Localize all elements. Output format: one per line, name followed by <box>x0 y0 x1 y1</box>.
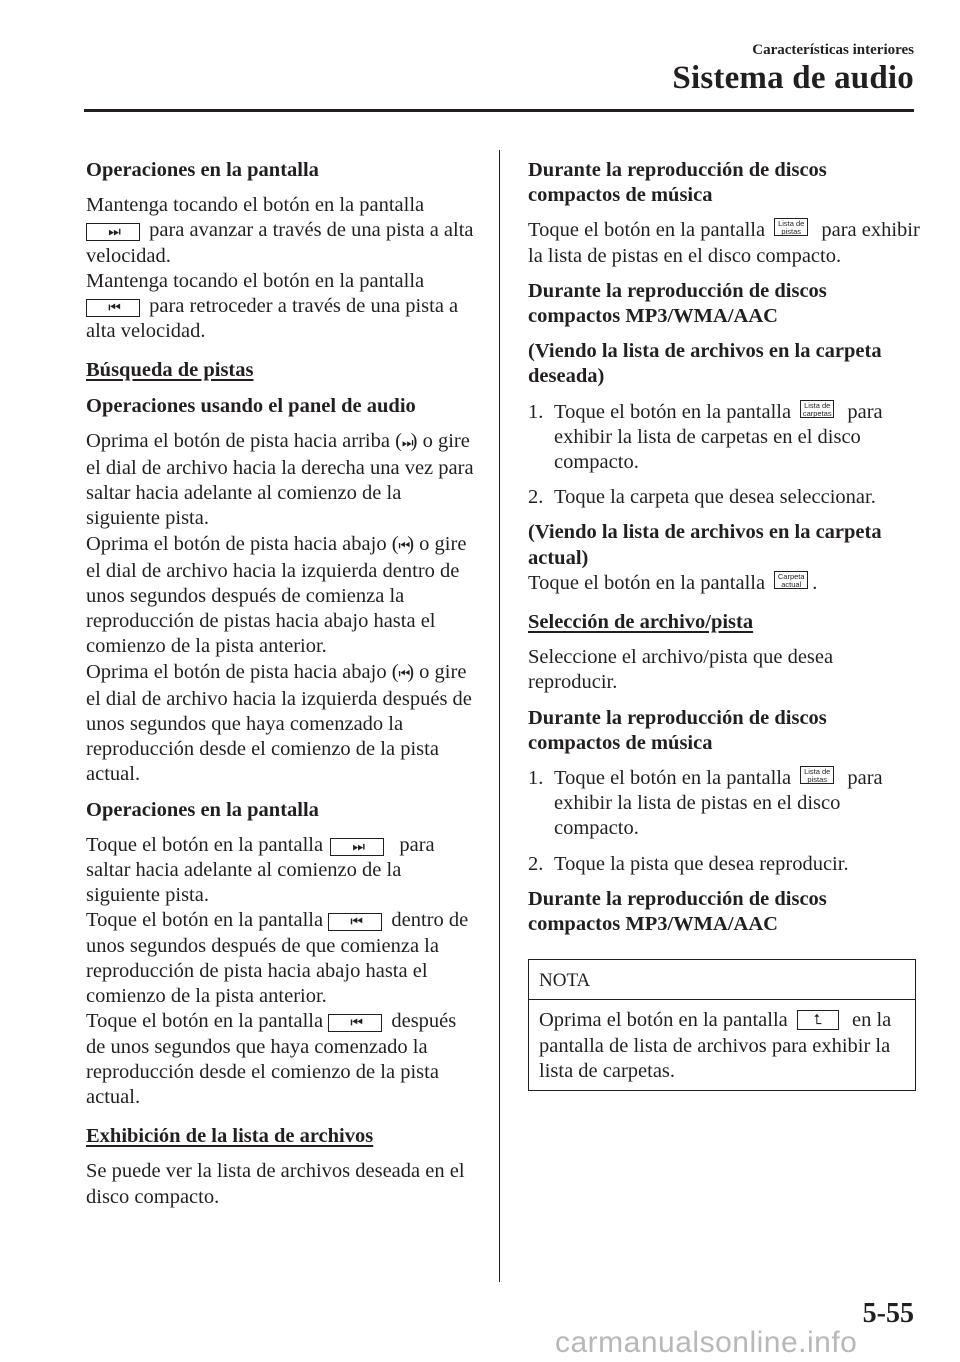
heading: Durante la reproducción de discos compactos de música <box>528 706 827 754</box>
paragraph: Seleccione el archivo/pista que desea reproducir. <box>528 646 834 694</box>
page-title: Sistema de audio <box>672 60 914 96</box>
paragraph: Toque el botón en la pantalla ⏭ para saltar hacia adelante al comienzo de la siguiente pista. <box>86 833 435 907</box>
heading: Durante la reproducción de discos compactos MP3/WMA/AAC <box>528 887 827 936</box>
prev-track-icon: ⏮ <box>398 666 408 682</box>
list-item: 1. Toque el botón en la pantalla Lista de pistas para exhibir la lista de pistas en el disco compacto. <box>528 767 883 840</box>
paragraph: Oprima el botón de pista hacia abajo (⏮) o gire el dial de archivo hacia la izquierda después de unos segundos que haya comenzado la reproducción desde el comienzo de la pista actual. <box>86 660 472 786</box>
prev-track-button-icon: ⏮ <box>328 1014 382 1032</box>
prev-track-button-icon: ⏮ <box>328 913 382 931</box>
heading: Durante la reproducción de discos compactos de música <box>528 159 827 207</box>
note-heading: NOTA <box>529 960 915 1000</box>
next-track-button-icon: ⏭ <box>330 838 384 856</box>
back-arrow-icon: ⮤ <box>797 1010 839 1030</box>
watermark: carmanualsonline.info <box>555 1326 858 1359</box>
note-body: Oprima el botón en la pantalla ⮤ en la pantalla de lista de archivos para exhibir la lista de carpetas. <box>539 1009 892 1082</box>
header-rule <box>84 109 914 112</box>
section-title: Exhibición de la lista de archivos <box>86 1125 374 1148</box>
prev-track-button-icon: ⏮ <box>86 299 140 317</box>
folder-list-button-icon: Lista de carpetas <box>800 400 834 418</box>
next-track-icon: ⏭ <box>401 435 411 451</box>
list-item: 2. Toque la carpeta que desea seleccionar. <box>528 486 876 509</box>
heading: Operaciones en la pantalla <box>86 159 319 181</box>
track-list-button-icon: Lista de pistas <box>774 218 808 236</box>
paragraph: Mantenga tocando el botón en la pantalla ⏮ para retroceder a través de una pista a alta velocidad. <box>86 269 459 343</box>
note-box <box>528 959 916 1091</box>
prev-track-icon: ⏮ <box>398 538 408 554</box>
paragraph: Mantenga tocando el botón en la pantalla ⏭ para avanzar a través de una pista a alta velocidad. <box>86 194 474 267</box>
page-number: 5-55 <box>862 1298 914 1329</box>
paragraph: Se puede ver la lista de archivos deseada en el disco compacto. <box>86 1160 465 1208</box>
paragraph: Oprima el botón de pista hacia arriba (⏭) o gire el dial de archivo hacia la derecha una vez para saltar hacia adelante al comienzo de la siguiente pista. <box>86 429 474 530</box>
heading: (Viendo la lista de archivos en la carpeta deseada) <box>528 340 882 388</box>
header-subtitle: Características interiores <box>752 42 914 58</box>
section-title: Selección de archivo/pista <box>528 611 754 634</box>
paragraph: Toque el botón en la pantalla ⏮ después de unos segundos que haya comenzado la reproducción desde el comienzo de la pista actual. <box>86 1010 457 1108</box>
paragraph: Toque el botón en la pantalla Carpeta actual . <box>528 571 818 594</box>
paragraph: Toque el botón en la pantalla Lista de pistas para exhibir la lista de pistas en el disco compacto. <box>528 219 920 267</box>
track-list-button-icon: Lista de pistas <box>800 766 834 784</box>
section-title: Búsqueda de pistas <box>86 359 254 382</box>
next-track-button-icon: ⏭ <box>86 223 140 241</box>
heading: (Viendo la lista de archivos en la carpeta actual) <box>528 521 882 569</box>
paragraph: Oprima el botón de pista hacia abajo (⏮) o gire el dial de archivo hacia la izquierda dentro de unos segundos después de comienza la reproducción de pistas hacia abajo hasta el comienzo de la pista anterior. <box>86 532 467 658</box>
list-item: 2. Toque la pista que desea reproducir. <box>528 852 849 875</box>
left-column <box>86 158 478 1220</box>
heading: Operaciones en la pantalla <box>86 798 319 821</box>
current-folder-button-icon: Carpeta actual <box>774 571 808 589</box>
paragraph: Toque el botón en la pantalla ⏮ dentro de unos segundos después de que comienza la reproducción de pista hacia abajo hasta el comienzo de la pista anterior. <box>86 909 469 1008</box>
heading: Operaciones usando el panel de audio <box>86 394 416 417</box>
list-item: 1. Toque el botón en la pantalla Lista de carpetas para exhibir la lista de carpetas en el disco compacto. <box>528 400 883 474</box>
column-divider <box>499 150 500 1282</box>
right-column <box>528 158 920 1091</box>
heading: Durante la reproducción de discos compactos MP3/WMA/AAC <box>528 279 827 328</box>
